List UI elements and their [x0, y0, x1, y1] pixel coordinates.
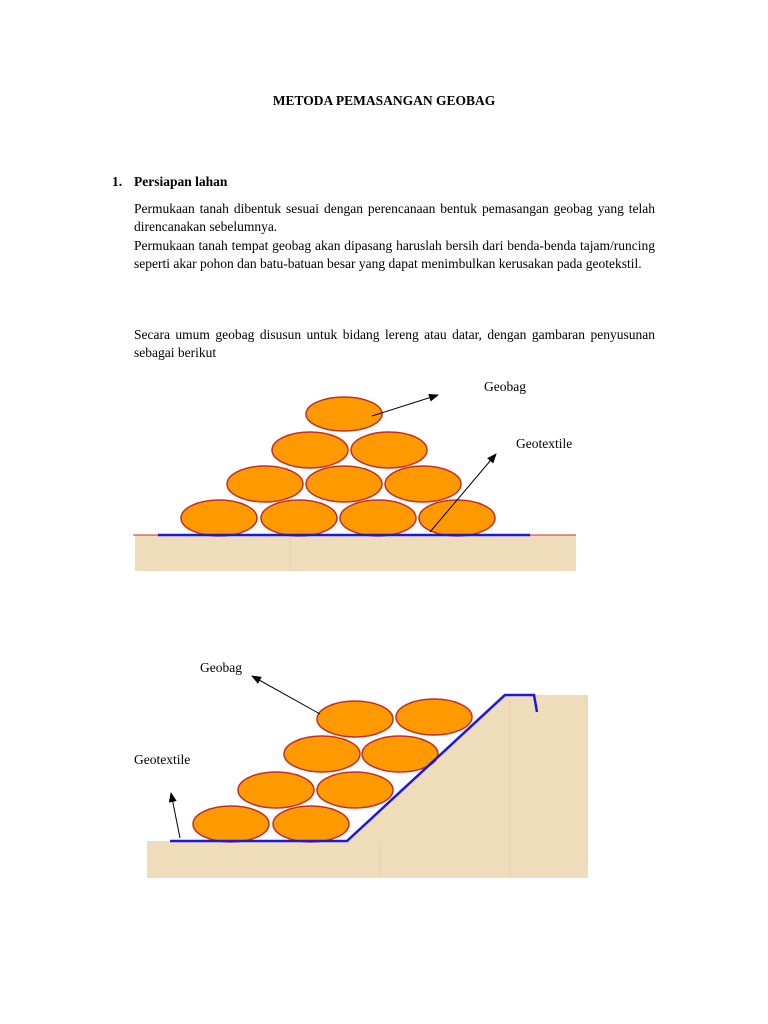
geobag [317, 701, 393, 737]
slope-geobag-diagram [0, 650, 768, 890]
geobag [396, 699, 472, 735]
paragraph-site-preparation [134, 200, 655, 273]
geobag [385, 466, 461, 502]
section-number: 1. [112, 174, 123, 189]
geobag [273, 806, 349, 842]
geobag [317, 772, 393, 808]
geobag [351, 432, 427, 468]
section-heading [112, 174, 227, 190]
geobag-arrow [252, 676, 320, 714]
flat-geobag-diagram [0, 370, 768, 580]
geobag-label: Geobag [484, 379, 526, 394]
paragraph-line-surface-shaping: Permukaan tanah dibentuk sesuai dengan perencanaan bentuk pemasangan geobag yang telah direncanakan sebelumnya. [134, 201, 655, 235]
section-heading-text: Persiapan lahan [134, 174, 228, 189]
page-title: METODA PEMASANGAN GEOBAG [272, 93, 496, 108]
geobag [340, 500, 416, 536]
paragraph-arrangement-intro: Secara umum geobag disusun untuk bidang lereng atau datar, dengan gambaran penyusunan sebagai berikut [134, 327, 655, 361]
geobag [181, 500, 257, 536]
geobag-label: Geobag [200, 660, 242, 675]
geobag [272, 432, 348, 468]
geobag [306, 466, 382, 502]
ground-flat [135, 535, 576, 571]
geobag [227, 466, 303, 502]
geobag [306, 397, 382, 431]
geobag [261, 500, 337, 536]
geobag [284, 736, 360, 772]
geotextile-arrow [171, 793, 180, 838]
geobag [193, 806, 269, 842]
geotextile-label: Geotextile [516, 436, 573, 451]
geobag [238, 772, 314, 808]
geotextile-label: Geotextile [134, 752, 191, 767]
paragraph-line-surface-cleaning: Permukaan tanah tempat geobag akan dipasang haruslah bersih dari benda-benda tajam/runcing seperti akar pohon dan batu-batuan besar yang dapat menimbulkan kerusakan pada geotekstil. [134, 237, 655, 271]
geobag [419, 500, 495, 536]
geobag-arrow [372, 395, 438, 416]
